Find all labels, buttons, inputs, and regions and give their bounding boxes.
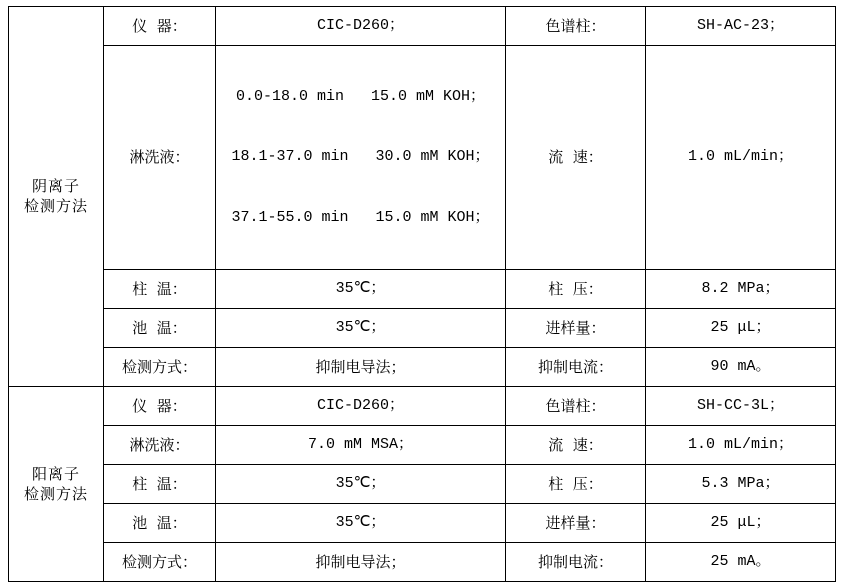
table-row — [9, 269, 836, 308]
cation-detection-mode-label: 检测方式： — [104, 542, 216, 581]
table-row — [9, 7, 836, 46]
cation-detection-mode-value: 抑制电导法； — [216, 542, 506, 581]
table-row — [9, 464, 836, 503]
cation-suppressor-current-value: 25 mA。 — [646, 542, 836, 581]
anion-suppressor-current-label: 抑制电流： — [506, 347, 646, 386]
document-page — [0, 6, 843, 571]
cation-suppressor-current-label: 抑制电流： — [506, 542, 646, 581]
anion-column-temp-label: 柱 温： — [104, 269, 216, 308]
anion-eluent-label: 淋洗液： — [104, 46, 216, 270]
cation-column-temp-value: 35℃； — [216, 464, 506, 503]
cation-instrument-label: 仪 器： — [104, 386, 216, 425]
cation-instrument-value: CIC-D260； — [216, 386, 506, 425]
anion-eluent-value — [216, 46, 506, 270]
cation-column-pressure-value: 5.3 MPa； — [646, 464, 836, 503]
group-label-anion-line1: 阴离子 — [31, 177, 80, 196]
table-row — [9, 308, 836, 347]
table-row — [9, 425, 836, 464]
anion-detection-mode-label: 检测方式： — [104, 347, 216, 386]
anion-instrument-label: 仪 器： — [104, 7, 216, 46]
table-row — [9, 386, 836, 425]
anion-eluent-line-1: 0.0-18.0 min 15.0 mM KOH； — [235, 87, 486, 105]
group-label-cation-line2: 检测方法 — [23, 484, 88, 503]
anion-flowrate-label: 流 速： — [506, 46, 646, 270]
table-row — [9, 46, 836, 270]
anion-injection-volume-label: 进样量： — [506, 308, 646, 347]
anion-column-label: 色谱柱： — [506, 7, 646, 46]
cation-column-temp-label: 柱 温： — [104, 464, 216, 503]
cation-eluent-value: 7.0 mM MSA； — [216, 425, 506, 464]
group-label-anion — [9, 7, 104, 387]
group-label-cation — [9, 386, 104, 581]
cation-flowrate-label: 流 速： — [506, 425, 646, 464]
cation-cell-temp-label: 池 温： — [104, 503, 216, 542]
anion-eluent-line-2: 18.1-37.0 min 30.0 mM KOH； — [231, 148, 490, 166]
table-row — [9, 542, 836, 581]
anion-cell-temp-label: 池 温： — [104, 308, 216, 347]
cation-injection-volume-label: 进样量： — [506, 503, 646, 542]
table-row — [9, 347, 836, 386]
anion-detection-mode-value: 抑制电导法； — [216, 347, 506, 386]
anion-instrument-value: CIC-D260； — [216, 7, 506, 46]
cation-column-pressure-label: 柱 压： — [506, 464, 646, 503]
cation-flowrate-value: 1.0 mL/min； — [646, 425, 836, 464]
anion-eluent-line-3: 37.1-55.0 min 15.0 mM KOH； — [231, 209, 490, 226]
anion-flowrate-value: 1.0 mL/min； — [646, 46, 836, 270]
table-row — [9, 503, 836, 542]
group-label-cation-line1: 阳离子 — [31, 464, 80, 483]
anion-column-temp-value: 35℃； — [216, 269, 506, 308]
cation-column-value: SH-CC-3L； — [646, 386, 836, 425]
anion-column-pressure-value: 8.2 MPa； — [646, 269, 836, 308]
anion-column-value: SH-AC-23； — [646, 7, 836, 46]
cation-eluent-label: 淋洗液： — [104, 425, 216, 464]
cation-column-label: 色谱柱： — [506, 386, 646, 425]
anion-injection-volume-value: 25 μL； — [646, 308, 836, 347]
group-label-anion-line2: 检测方法 — [23, 197, 88, 216]
anion-suppressor-current-value: 90 mA。 — [646, 347, 836, 386]
anion-cell-temp-value: 35℃； — [216, 308, 506, 347]
analysis-parameters-table — [8, 6, 836, 582]
anion-column-pressure-label: 柱 压： — [506, 269, 646, 308]
cation-cell-temp-value: 35℃； — [216, 503, 506, 542]
cation-injection-volume-value: 25 μL； — [646, 503, 836, 542]
